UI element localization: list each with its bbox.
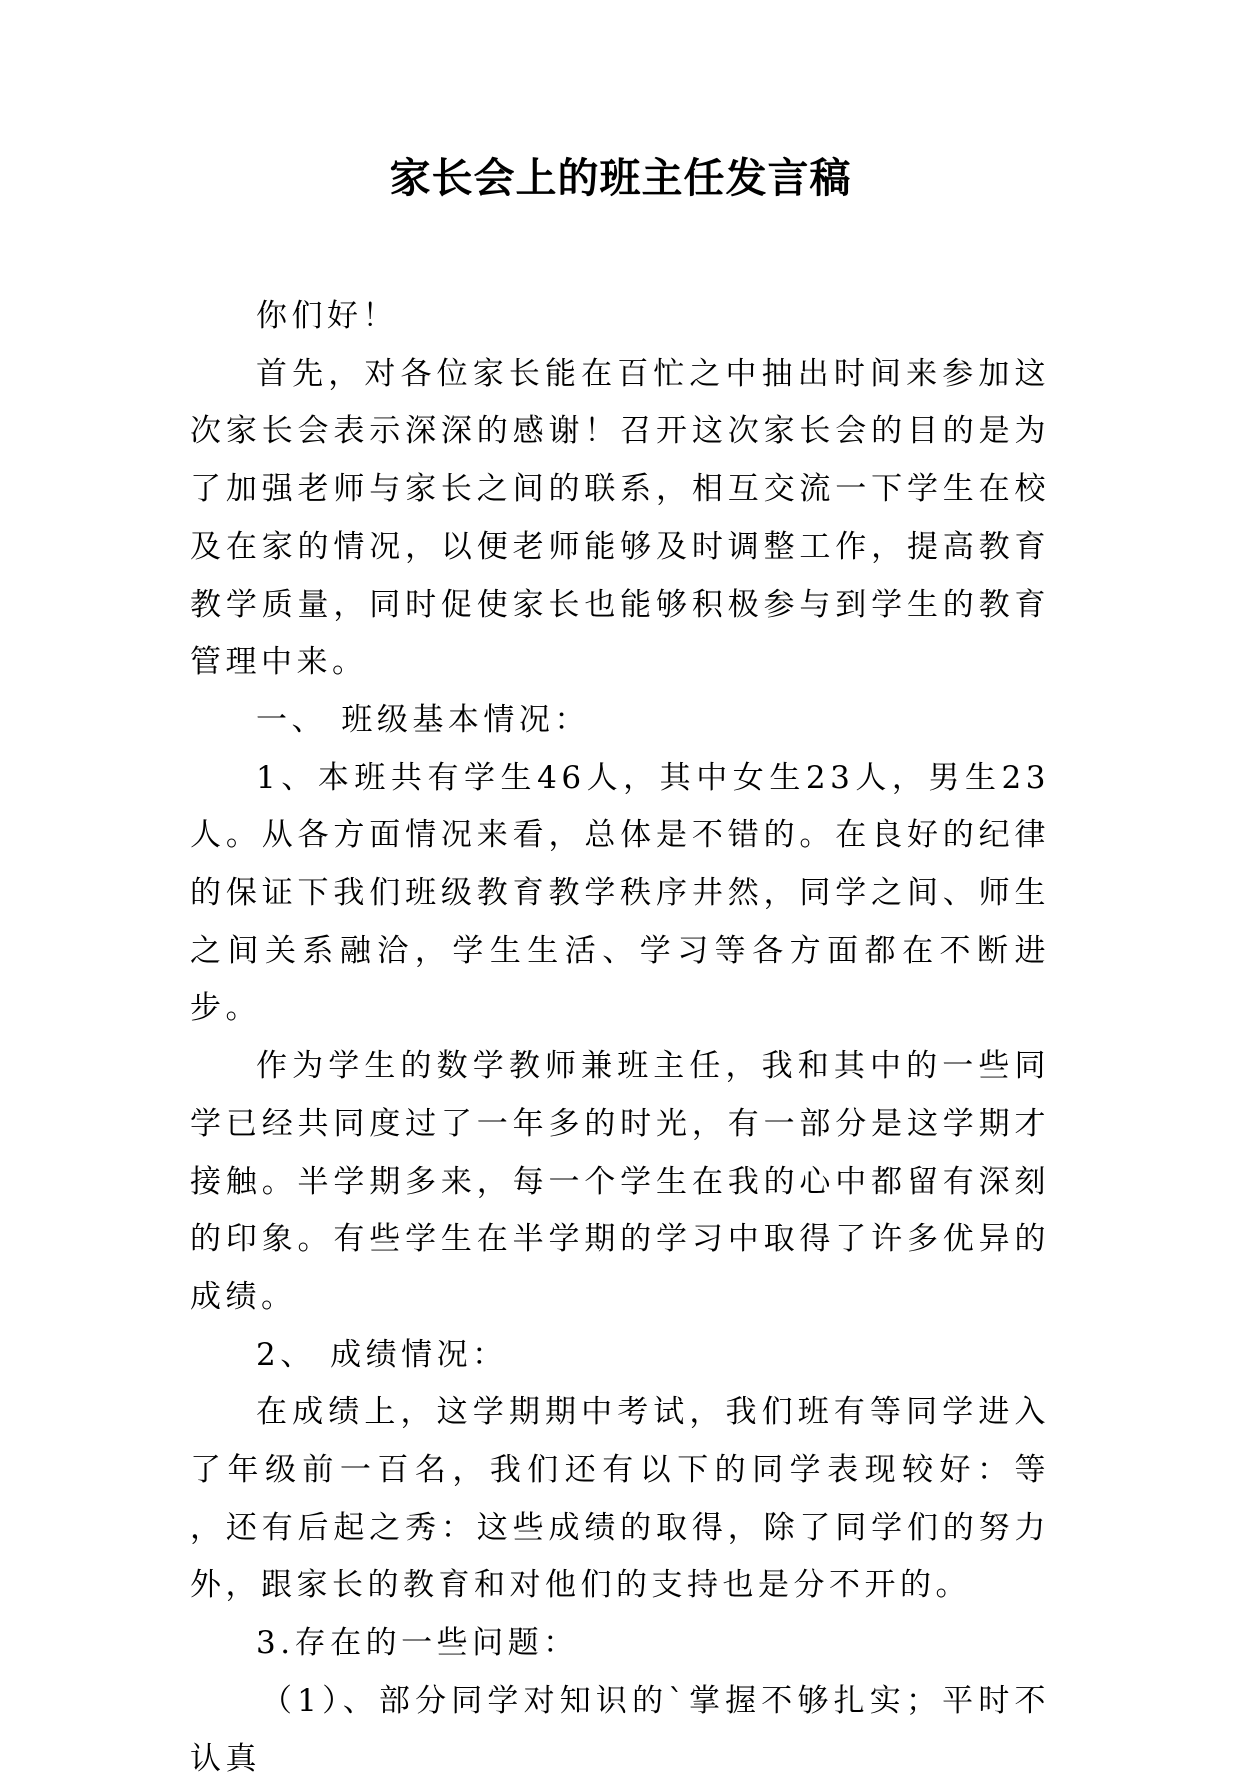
- problem-item-1: （1）、部分同学对知识的`掌握不够扎实；平时不认真: [190, 1682, 1050, 1777]
- section-heading-grades: 2、 成绩情况：: [256, 1336, 508, 1373]
- class-overview-paragraph: 1、本班共有学生46人，其中女生23人，男生23人。从各方面情况来看，总体是不错的。在良好的纪律的保证下我们班级教育教学秩序井然，同学之间、师生之间关系融洽，学生生活、学习等各方面都在不断进步。: [190, 759, 1050, 1027]
- greeting-paragraph: 你们好！: [256, 298, 398, 334]
- document-body: [190, 288, 1050, 1788]
- section-heading-problems: 3.存在的一些问题：: [256, 1625, 579, 1662]
- section-heading-class-overview: 一、 班级基本情况：: [256, 701, 590, 738]
- intro-paragraph: 首先，对各位家长能在百忙之中抽出时间来参加这次家长会表示深深的感谢！召开这次家长会的目的是为了加强老师与家长之间的联系，相互交流一下学生在校及在家的情况，以便老师能够及时调整工作，提高教育教学质量，同时促使家长也能够积极参与到学生的教育管理中来。: [190, 355, 1050, 681]
- document-title: 家长会上的班主任发言稿: [389, 154, 852, 202]
- teacher-reflection-paragraph: 作为学生的数学教师兼班主任，我和其中的一些同学已经共同度过了一年多的时光，有一部分是这学期才接触。半学期多来，每一个学生在我的心中都留有深刻的印象。有些学生在半学期的学习中取得了许多优异的成绩。: [190, 1048, 1050, 1315]
- grades-paragraph: 在成绩上，这学期期中考试，我们班有等同学进入了年级前一百名，我们还有以下的同学表现较好：等 ，还有后起之秀：这些成绩的取得，除了同学们的努力外，跟家长的教育和对他们的支持也是分不开的。: [190, 1394, 1050, 1604]
